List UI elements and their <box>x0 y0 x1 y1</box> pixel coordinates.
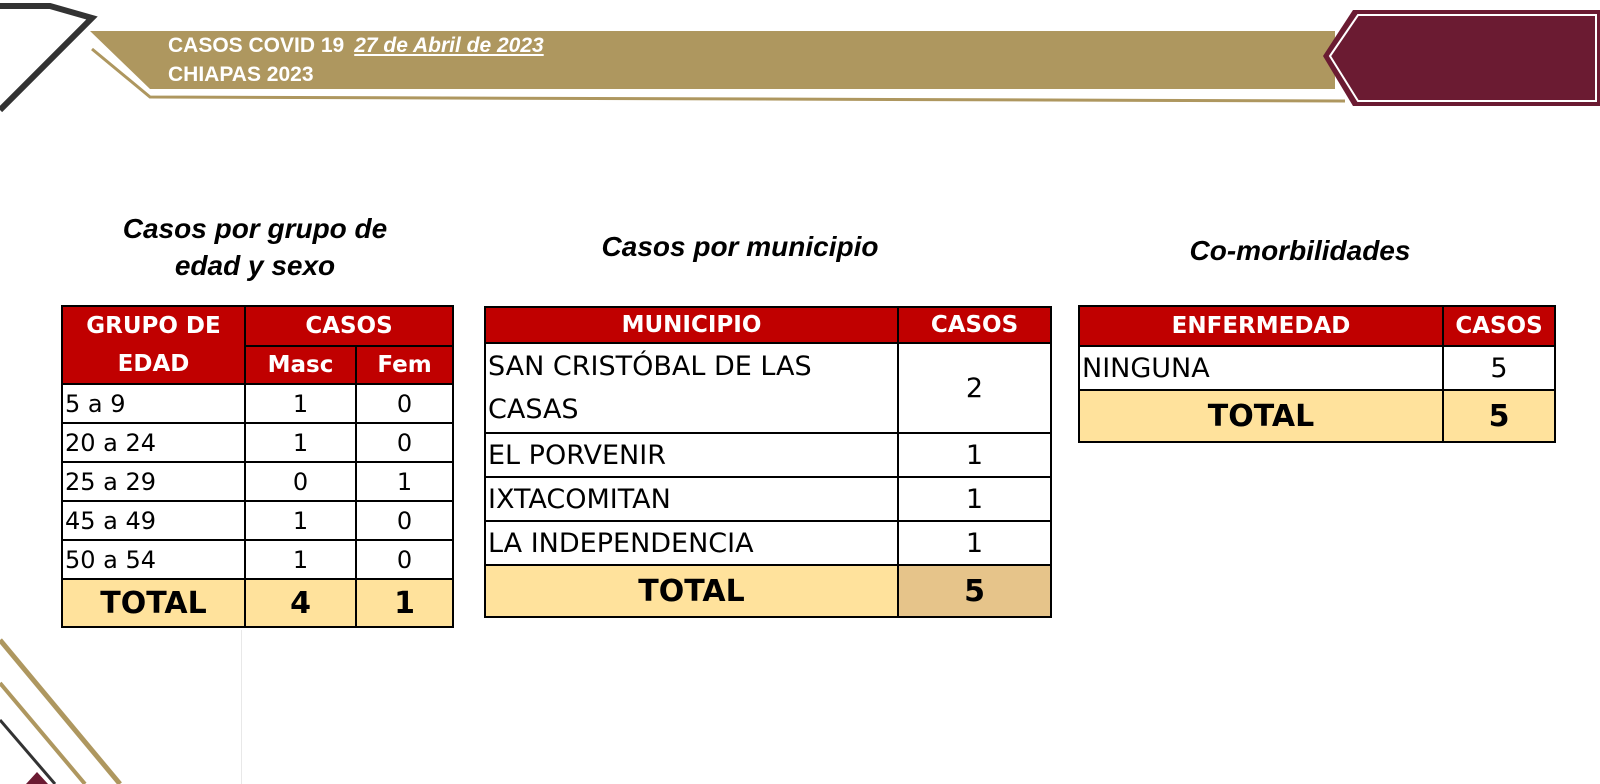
table-row <box>1079 346 1555 390</box>
masc-count: 1 <box>245 423 356 462</box>
municipio-name: SAN CRISTÓBAL DE LAS CASAS <box>485 343 898 433</box>
age-title-line-2: edad y sexo <box>174 250 336 281</box>
header-masc: Masc <box>245 346 356 384</box>
table-row <box>485 521 1051 565</box>
fem-count: 0 <box>356 423 453 462</box>
table-row <box>62 423 453 462</box>
header-grupo-edad: GRUPO DE EDAD <box>62 306 245 384</box>
total-masc: 4 <box>245 579 356 627</box>
municipio-casos: 1 <box>898 477 1051 521</box>
municipio-casos: 2 <box>898 343 1051 433</box>
report-title: CASOS COVID 19 <box>168 34 345 57</box>
header-casos: CASOS <box>245 306 453 346</box>
total-fem: 1 <box>356 579 453 627</box>
table-row <box>62 384 453 423</box>
municipio-name: EL PORVENIR <box>485 433 898 477</box>
header-municipio: MUNICIPIO <box>485 307 898 343</box>
age-group: 5 a 9 <box>62 384 245 423</box>
total-row <box>62 579 453 627</box>
header-fem: Fem <box>356 346 453 384</box>
masc-count: 0 <box>245 462 356 501</box>
age-group: 45 a 49 <box>62 501 245 540</box>
fem-count: 1 <box>356 462 453 501</box>
total-row <box>1079 390 1555 442</box>
maroon-block <box>1323 10 1600 106</box>
stripe-bottom-left-1 <box>0 640 120 784</box>
municipio-table <box>484 306 1052 618</box>
enfermedad-name: NINGUNA <box>1079 346 1443 390</box>
report-date: 27 de Abril de 2023 <box>354 34 544 57</box>
table-row <box>62 540 453 579</box>
fem-count: 0 <box>356 501 453 540</box>
masc-count: 1 <box>245 384 356 423</box>
age-table-title <box>60 210 450 284</box>
municipio-casos: 1 <box>898 521 1051 565</box>
comorbidity-table <box>1078 305 1556 443</box>
total-label: TOTAL <box>62 579 245 627</box>
age-sex-table <box>61 305 454 628</box>
table-row <box>62 501 453 540</box>
total-row <box>485 565 1051 617</box>
total-label: TOTAL <box>485 565 898 617</box>
municipio-name: IXTACOMITAN <box>485 477 898 521</box>
age-group: 50 a 54 <box>62 540 245 579</box>
header-title <box>168 31 544 89</box>
masc-count: 1 <box>245 540 356 579</box>
table-row <box>485 343 1051 433</box>
total-casos: 5 <box>1443 390 1555 442</box>
table-row <box>485 433 1051 477</box>
masc-count: 1 <box>245 501 356 540</box>
municipio-table-title: Casos por municipio <box>601 231 879 262</box>
stripe-bottom-left-3 <box>0 720 55 784</box>
header-municipio-casos: CASOS <box>898 307 1051 343</box>
divider-line <box>241 630 242 784</box>
comorbidity-table-title: Co-morbilidades <box>1189 235 1411 266</box>
municipio-casos: 1 <box>898 433 1051 477</box>
age-title-line-1: Casos por grupo de <box>122 213 388 244</box>
municipio-name: LA INDEPENDENCIA <box>485 521 898 565</box>
age-group: 25 a 29 <box>62 462 245 501</box>
enfermedad-casos: 5 <box>1443 346 1555 390</box>
total-casos: 5 <box>898 565 1051 617</box>
report-subtitle: CHIAPAS 2023 <box>168 63 314 86</box>
table-row <box>62 462 453 501</box>
fem-count: 0 <box>356 384 453 423</box>
header-comorbidity-casos: CASOS <box>1443 306 1555 346</box>
header-enfermedad: ENFERMEDAD <box>1079 306 1443 346</box>
fem-count: 0 <box>356 540 453 579</box>
age-group: 20 a 24 <box>62 423 245 462</box>
corner-chevron-top-left <box>0 6 92 110</box>
table-row <box>485 477 1051 521</box>
total-label: TOTAL <box>1079 390 1443 442</box>
